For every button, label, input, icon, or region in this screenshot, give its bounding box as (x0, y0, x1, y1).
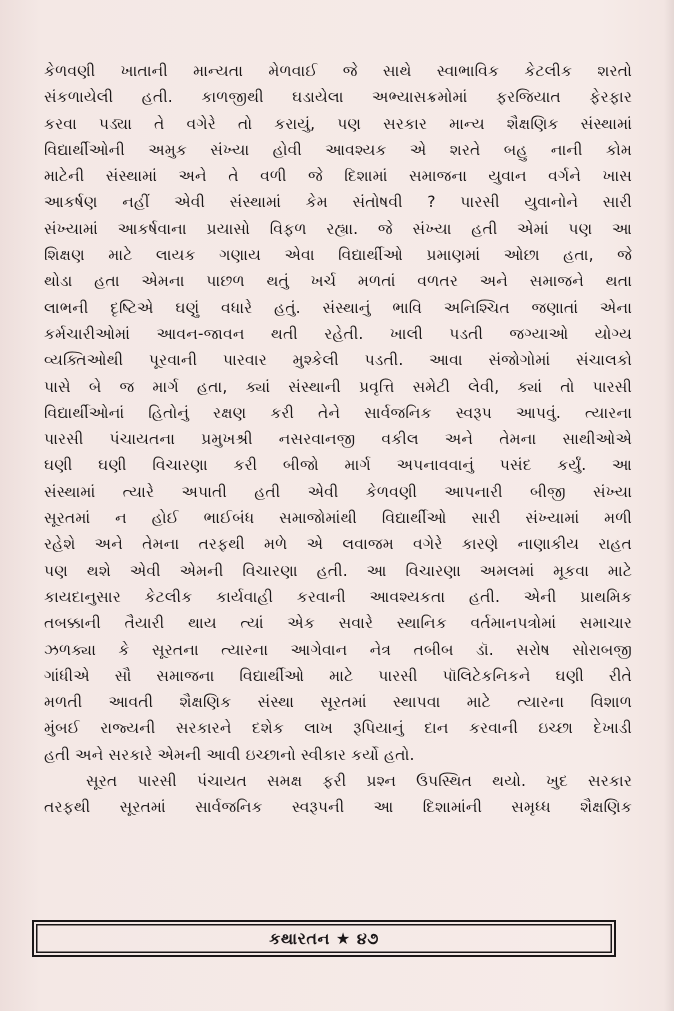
text-line: સૂરત પારસી પંચાયત સમક્ષ ફરી પ્રશ્ન ઉપસ્થિત થયો. ખુદ સરકાર (86, 772, 632, 791)
text-line: સંસ્થામાં ત્યારે અપાતી હતી એવી કેળવણી આપનારી બીજી સંખ્યા (44, 482, 632, 501)
page-edge-shadow (664, 0, 674, 1011)
text-line: મુંબઈ રાજ્યની સરકારને દશેક લાખ રૂપિયાનું દાન કરવાની ઇચ્છા દેખાડી (44, 719, 632, 738)
page-footer (32, 920, 616, 957)
text-line: હતી અને સરકારે એમની આવી ઇચ્છાનો સ્વીકાર કર્યો હતો. (44, 745, 415, 764)
text-line: કરવા પડ્યા તે વગેરે તો કરાયું, પણ સરકાર માન્ય શૈક્ષણિક સંસ્થામાં (44, 114, 632, 133)
text-line: ઝળક્યા કે સૂરતના ત્યારના આગેવાન નેત્ર તબીબ ડૉ. સરોષ સોરાબજી (44, 640, 632, 659)
text-line: કર્મચારીઓમાં આવન-જાવન થતી રહેતી. ખાલી પડતી જગ્યાઓ યોગ્ય (44, 324, 632, 343)
text-line: સૂરતમાં ન હોઈ ભાઈબંધ સમાજોમાંથી વિદ્યાર્થીઓ સારી સંખ્યામાં મળી (44, 509, 632, 528)
text-line: માટેની સંસ્થામાં અને તે વળી જે દિશામાં સમાજના યુવાન વર્ગને ખાસ (44, 167, 632, 186)
body-text (44, 58, 632, 898)
text-line: કેળવણી ખાતાની માન્યતા મેળવાઈ જે સાથે સ્વાભાવિક કેટલીક શરતો (44, 62, 632, 80)
text-line: લાભની દૃષ્ટિએ ઘણું વધારે હતું. સંસ્થાનું ભાવિ અનિશ્ચિત જણાતાં એના (44, 298, 632, 317)
text-line: સંખ્યામાં આકર્ષવાના પ્રયાસો વિફળ રહ્યા. જે સંખ્યા હતી એમાં પણ આ (44, 219, 632, 238)
text-line: મળતી આવતી શૈક્ષણિક સંસ્થા સૂરતમાં સ્થાપવા માટે ત્યારના વિશાળ (44, 693, 632, 712)
text-line: થોડા હતા એમના પાછળ થતું ખર્ચ મળતાં વળતર અને સમાજને થતા (44, 272, 632, 291)
text-line: તરફથી સૂરતમાં સાર્વજનિક સ્વરૂપની આ દિશામાંની સમૃધ્ધ શૈક્ષણિક (44, 798, 632, 817)
text-line: આકર્ષણ નહીં એવી સંસ્થામાં કેમ સંતોષવી ? પારસી યુવાનોને સારી (44, 193, 632, 212)
text-line: ઘણી ઘણી વિચારણા કરી બીજો માર્ગ અપનાવવાનું પસંદ કર્યું. આ (44, 456, 632, 475)
text-line: સંકળાયેલી હતી. કાળજીથી ઘડાયેલા અભ્યાસક્રમોમાં ફરજિયાત ફેરફાર (44, 88, 632, 107)
footer-page-label: કથારતન ★ ૪૭ (269, 928, 379, 948)
text-line: પાસે બે જ માર્ગ હતા, ક્યાં સંસ્થાની પ્રવૃત્તિ સમેટી લેવી, ક્યાં તો પારસી (44, 377, 632, 396)
text-line: ગાંધીએ સૌ સમાજના વિદ્યાર્થીઓ માટે પારસી પૉલિટેકનિકને ઘણી રીતે (44, 666, 632, 685)
text-line: પારસી પંચાયતના પ્રમુખશ્રી નસરવાનજી વકીલ અને તેમના સાથીઓએ (44, 430, 632, 449)
text-line: શિક્ષણ માટે લાયક ગણાય એવા વિદ્યાર્થીઓ પ્રમાણમાં ઓછા હતા, જે (44, 246, 632, 265)
text-line: વિદ્યાર્થીઓની અમુક સંખ્યા હોવી આવશ્યક એ શરતે બહુ નાની કોમ (44, 140, 632, 159)
text-line: વ્યક્તિઓથી પૂરવાની પારવાર મુશ્કેલી પડતી. આવા સંજોગોમાં સંચાલકો (44, 351, 632, 370)
text-line: વિદ્યાર્થીઓનાં હિતોનું રક્ષણ કરી તેને સાર્વજનિક સ્વરૂપ આપવું. ત્યારના (44, 403, 632, 422)
text-line: તબક્કાની તૈયારી થાય ત્યાં એક સવારે સ્થાનિક વર્તમાનપત્રોમાં સમાચાર (44, 614, 632, 633)
text-line: રહેશે અને તેમના તરફથી મળે એ લવાજમ વગેરે કારણે નાણાકીય રાહત (44, 535, 632, 554)
text-line: કાયદાનુસાર કેટલીક કાર્યવાહી કરવાની આવશ્યકતા હતી. એની પ્રાથમિક (44, 587, 632, 606)
text-line: પણ થશે એવી એમની વિચારણા હતી. આ વિચારણા અમલમાં મૂકવા માટે (44, 561, 632, 580)
